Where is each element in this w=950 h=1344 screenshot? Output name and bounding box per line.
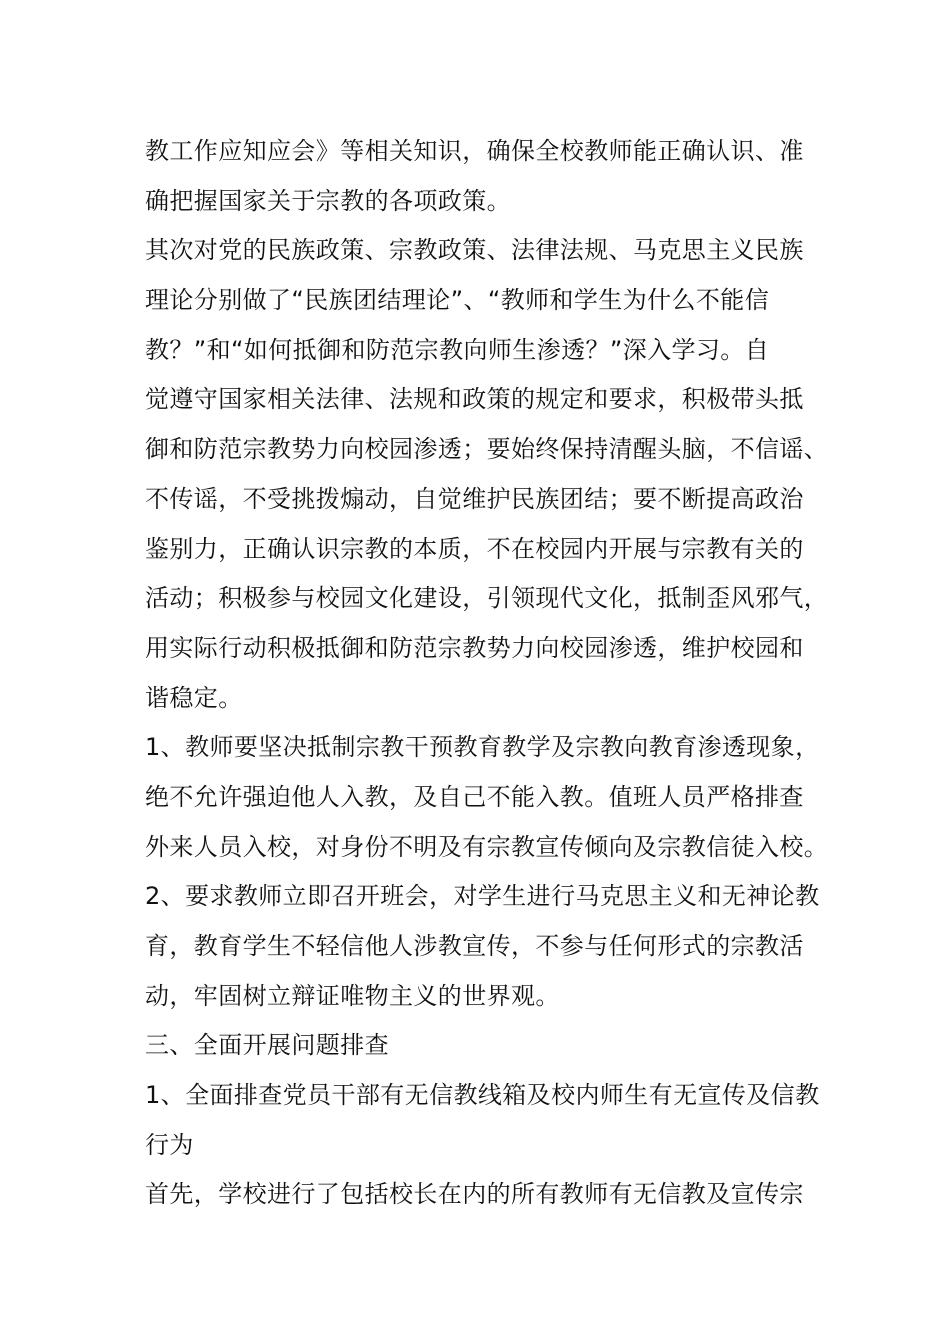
text-line: 鉴别力，正确认识宗教的本质，不在校园内开展与宗教有关的 — [145, 534, 804, 563]
text-line: 绝不允许强迫他人入教，及自己不能入教。值班人员严格排查 — [145, 782, 804, 811]
text-line: 行为 — [145, 1130, 194, 1159]
text-line: 不传谣，不受挑拨煽动，自觉维护民族团结；要不断提高政治 — [145, 484, 804, 513]
text-line: 育，教育学生不轻信他人涉教宣传，不参与任何形式的宗教活 — [145, 932, 804, 960]
text-line: 教工作应知应会》等相关知识，确保全校教师能正确认识、准 — [145, 137, 804, 165]
text-line: 首先，学校进行了包括校长在内的所有教师有无信教及宣传宗 — [145, 1180, 804, 1209]
text-line: 活动；积极参与校园文化建设，引领现代文化，抵制歪风邪气， — [145, 584, 829, 613]
text-line: 理论分别做了“民族团结理论”、“教师和学生为什么不能信 — [145, 286, 770, 315]
text-line: 2、要求教师立即召开班会，对学生进行马克思主义和无神论教 — [145, 882, 820, 911]
text-line: 御和防范宗教势力向校园渗透；要始终保持清醒头脑，不信谣、 — [145, 435, 829, 464]
text-line: 用实际行动积极抵御和防范宗教势力向校园渗透，维护校园和 — [145, 633, 804, 662]
section-heading: 三、全面开展问题排查 — [145, 1031, 389, 1060]
text-line: 其次对党的民族政策、宗教政策、法律法规、马克思主义民族 — [145, 236, 804, 265]
text-line: 觉遵守国家相关法律、法规和政策的规定和要求，积极带头抵 — [145, 385, 804, 414]
text-line: 1、全面排查党员干部有无信教线箱及校内师生有无宣传及信教 — [145, 1081, 820, 1110]
text-line: 确把握国家关于宗教的各项政策。 — [145, 186, 511, 215]
text-line: 外来人员入校，对身份不明及有宗教宣传倾向及宗教信徒入校。 — [145, 832, 829, 861]
text-line: 教？”和“如何抵御和防范宗教向师生渗透？”深入学习。自 — [145, 335, 770, 364]
text-line: 谐稳定。 — [145, 683, 243, 712]
text-line: 1、教师要坚决抵制宗教干预教育教学及宗教向教育渗透现象， — [145, 733, 820, 762]
text-line: 动，牢固树立辩证唯物主义的世界观。 — [145, 981, 560, 1010]
document-body — [145, 127, 829, 1220]
